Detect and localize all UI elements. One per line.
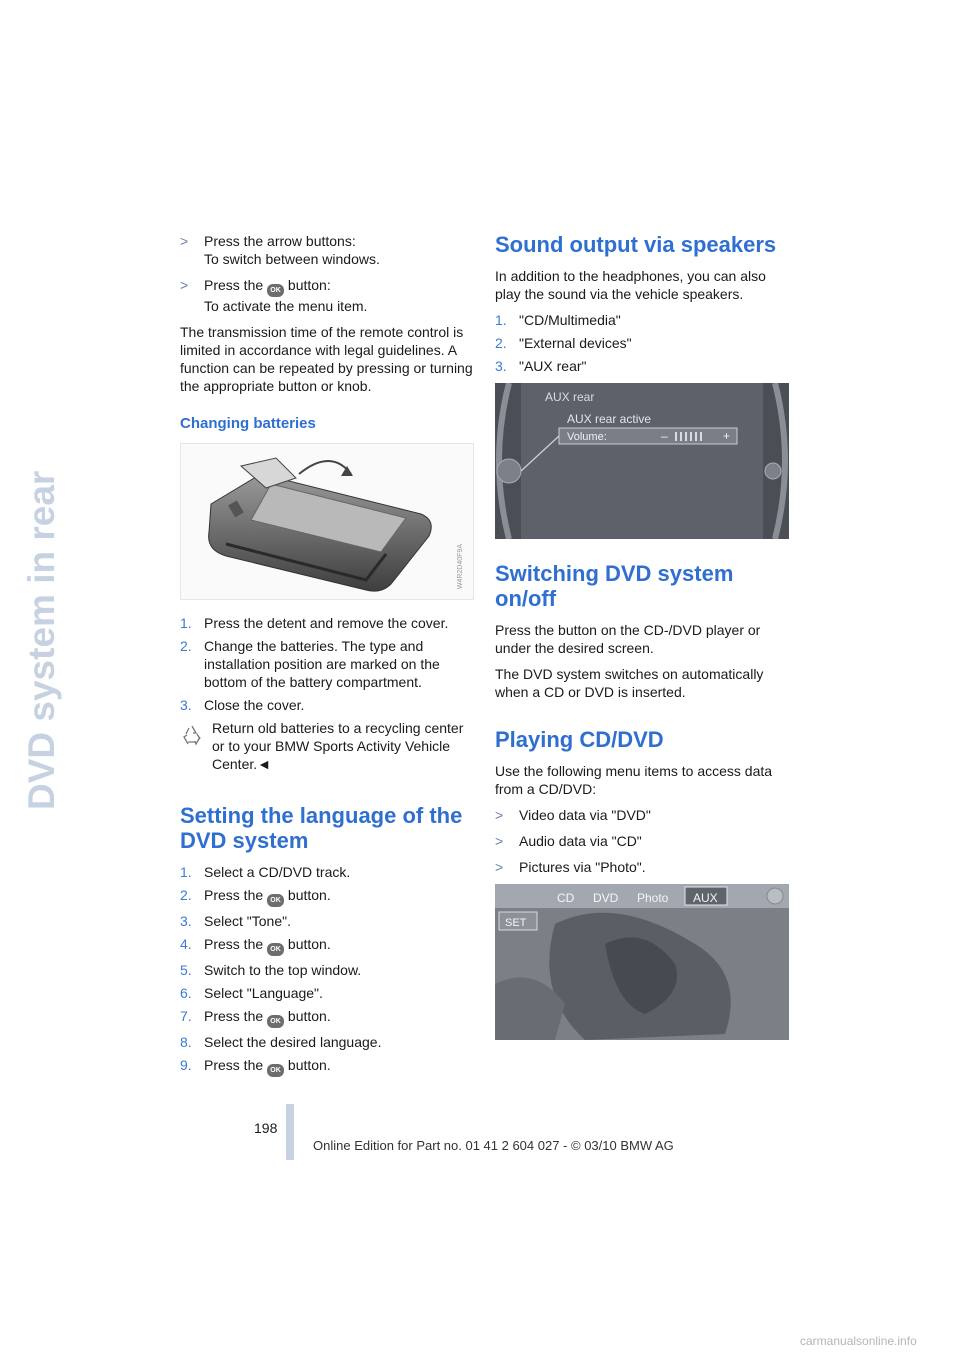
switching-paragraph-1: Press the button on the CD-/DVD player or under the desired screen. <box>495 622 761 656</box>
footer-bar <box>286 1104 294 1160</box>
bullet-marker: > <box>180 233 189 249</box>
sound-output-paragraph: In addition to the headphones, you can also play the sound via the vehicle speakers. <box>495 268 766 302</box>
ok-button-icon: OK <box>267 894 284 907</box>
ok-button-icon: OK <box>267 284 284 297</box>
ok-button-icon: OK <box>267 943 284 956</box>
playing-bullets-list <box>495 806 790 876</box>
list-item: 7. Press the OK button. <box>180 1007 475 1028</box>
list-item: 9. Press the OK button. <box>180 1056 475 1077</box>
recycle-note: Return old batteries to a recycling center or to your BMW Sports Activity Vehicle Center.◄ <box>180 719 475 773</box>
list-item: 3. Select "Tone". <box>180 913 291 929</box>
list-item: 6. Select "Language". <box>180 985 323 1001</box>
list-item: 2. Change the batteries. The type and installation position are marked on the bottom of the battery compartment. <box>180 638 440 690</box>
set-button: SET <box>505 917 527 929</box>
bullet-arrow-buttons: > Press the arrow buttons: To switch between windows. <box>180 233 380 267</box>
tab-dvd: DVD <box>593 891 619 905</box>
list-item: > Audio data via "CD" <box>495 833 642 849</box>
language-steps-list <box>180 863 475 1077</box>
changing-batteries-heading: Changing batteries <box>180 415 316 432</box>
list-item: 3. "AUX rear" <box>495 358 587 374</box>
left-column <box>180 232 475 1082</box>
figure-code: W4R2D40F9A <box>457 543 464 589</box>
tab-aux: AUX <box>693 891 718 905</box>
sound-output-heading: Sound output via speakers <box>495 232 777 257</box>
list-item: 5. Switch to the top window. <box>180 962 362 978</box>
ok-button-icon: OK <box>267 1015 284 1028</box>
switching-heading: Switching DVD system on/off <box>495 561 734 611</box>
tab-cd: CD <box>557 891 575 905</box>
transmission-paragraph: The transmission time of the remote control is limited in accordance with legal guidelines. A function can be repeated by pressing or turning the appropriate button or knob. <box>180 324 473 394</box>
aux-rear-screen <box>495 383 789 539</box>
bullet-ok-button: > Press the OK button: To activate the menu item. <box>180 277 368 314</box>
battery-steps-list <box>180 614 475 714</box>
aux-rear-header: AUX rear <box>545 390 595 404</box>
language-heading: Setting the language of the DVD system <box>180 803 463 853</box>
list-item: > Pictures via "Photo". <box>495 859 646 875</box>
watermark: carmanualsonline.info <box>800 1334 917 1348</box>
volume-plus-icon: + <box>723 429 731 443</box>
remote-control-illustration <box>181 444 473 599</box>
page-number: 198 <box>254 1120 278 1136</box>
playback-menu-screen <box>495 884 789 1040</box>
list-item: 1. Press the detent and remove the cover. <box>180 615 449 631</box>
aux-rear-active-label: AUX rear active <box>567 412 652 426</box>
list-item: > Video data via "DVD" <box>495 807 651 823</box>
volume-minus-icon: – <box>661 429 668 443</box>
list-item: 3. Close the cover. <box>180 697 305 713</box>
list-item: 2. "External devices" <box>495 335 632 351</box>
switching-paragraph-2: The DVD system switches on automatically when a CD or DVD is inserted. <box>495 666 764 700</box>
list-item: 8. Select the desired language. <box>180 1034 382 1050</box>
edition-text: Online Edition for Part no. 01 41 2 604 027 - © 03/10 BMW AG <box>313 1138 674 1153</box>
list-item: 1. "CD/Multimedia" <box>495 312 621 328</box>
volume-label: Volume: <box>567 431 607 443</box>
bullet-marker: > <box>180 277 189 293</box>
tab-photo: Photo <box>637 891 669 905</box>
side-section-title: DVD system in rear <box>21 470 62 810</box>
playing-paragraph: Use the following menu items to access data from a CD/DVD: <box>495 763 773 797</box>
end-mark: ◄ <box>257 756 271 772</box>
list-item: 2. Press the OK button. <box>180 886 475 907</box>
ok-button-icon: OK <box>267 1064 284 1077</box>
sound-steps-list <box>495 311 790 375</box>
right-column <box>495 232 790 1050</box>
list-item: 4. Press the OK button. <box>180 935 475 956</box>
recycle-icon <box>180 719 212 773</box>
playing-heading: Playing CD/DVD <box>495 727 664 752</box>
list-item: 1. Select a CD/DVD track. <box>180 864 351 880</box>
remote-control-figure <box>180 443 474 600</box>
